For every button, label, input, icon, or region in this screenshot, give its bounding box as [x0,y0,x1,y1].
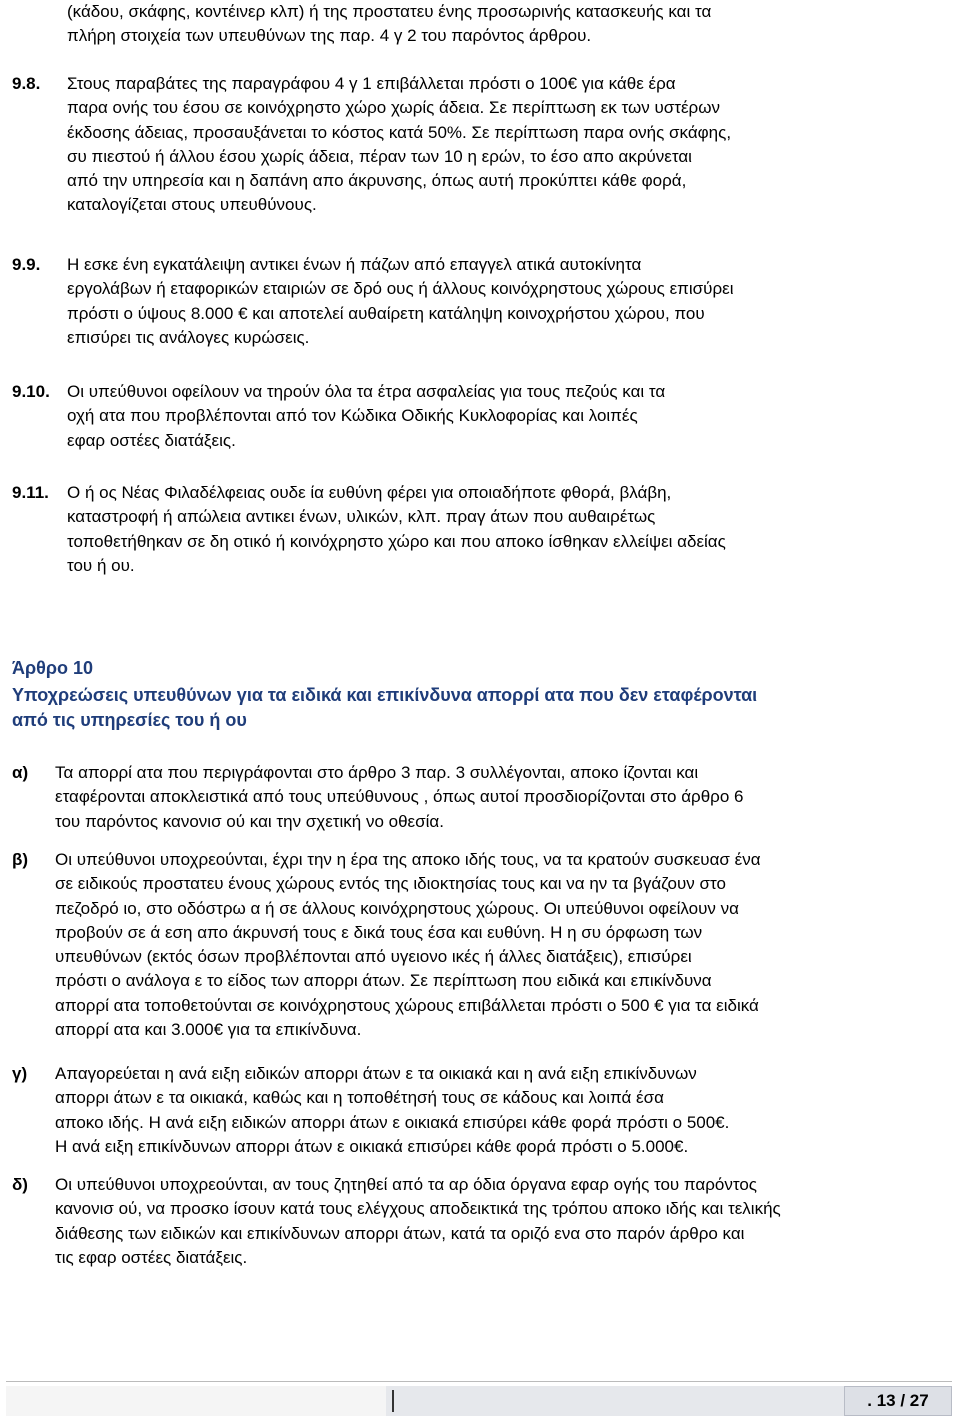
paragraph-number: 9.8. [12,74,41,93]
paragraph-number: 9.9. [12,255,41,274]
paragraph-number: 9.11. [12,483,49,502]
page-number: . 13 / 27 [844,1386,952,1416]
footer-gradient-segment [6,1386,386,1416]
text-line: απορρι άτων ε τα οικιακά, καθώς και η τοποθέτησή τους σε κάδους και λοιπά έσα [55,1088,664,1108]
text-line: οχή ατα που προβλέπονται από τον Κώδικα Οδικής Κυκλοφορίας και λοιπές [67,406,638,426]
text-line: αποκο ιδής. Η ανά ειξη ειδικών απορρι άτων ε οικιακά επισύρει κάθε φορά πρόστι ο 500€. [55,1112,730,1132]
text-line: Οι υπεύθυνοι υποχρεούνται, έχρι την η έρα της αποκο ιδής τους, να τα κρατούν συσκευασ ένα [55,850,761,869]
subtitle-line: από τις υπηρεσίες του ή ου [12,709,247,730]
text-line: υπευθύνων (εκτός όσων προβλέπονται από υγειονο ικές ή άλλες διατάξεις), επισύρει [55,947,692,967]
text-line: τις εφαρ οστέες διατάξεις. [55,1247,248,1267]
footer-gradient-segment [386,1386,846,1416]
text-line: καταστροφή ή απώλεια αντικει ένων, υλικών, κλπ. πραγ άτων που αυθαιρέτως [67,507,656,527]
item-label: α) [12,763,29,782]
text-line: έκδοσης άδειας, προσαυξάνεται το κόστος κατά 50%. Σε περίπτωση παρα ονής σκάφης, [67,122,732,142]
text-line: πλήρη στοιχεία των υπευθύνων της παρ. 4 γ 2 του παρόντος άρθρου. [67,26,592,46]
article-title: Άρθρο 10 [12,658,94,678]
text-line: επισύρει τις ανάλογες κυρώσεις. [67,327,310,347]
text-line: τοποθετήθηκαν σε δη οτικό ή κοινόχρηστο χώρο και που αποκο ίσθηκαν ελλείψει αδείας [67,531,726,551]
footer-divider [392,1390,394,1412]
text-line: καταλογίζεται στους υπευθύνους. [67,195,317,215]
subtitle-line: Υποχρεώσεις υπευθύνων για τα ειδικά και επικίνδυνα απορρί ατα που δεν εταφέρονται [12,685,758,705]
text-line: προβούν σε ά εση απο άκρυνσή τους ε δικά τους έσα και ευθύνη. Η η συ όρφωση των [55,922,703,942]
item-label: β) [12,850,29,869]
text-line: Ο ή ος Νέας Φιλαδέλφειας ουδε ία ευθύνη φέρει για οποιαδήποτε φθορά, βλάβη, [67,483,672,502]
text-line: Οι υπεύθυνοι οφείλουν να τηρούν όλα τα έτρα ασφαλείας για τους πεζούς και τα [67,382,666,401]
text-line: του παρόντος κανονισ ού και την σχετική νο οθεσία. [55,811,444,831]
top-block [67,0,947,49]
text-line: απορρί ατα τοποθετούνται σε κοινόχρηστους χώρους επιβάλλεται πρόστι ο 500 € για τα ειδικά [55,995,759,1015]
text-line: κανονισ ού, να προσκο ίσουν κατά τους ελέγχους αποδεικτικά της τρόπου αποκο ιδής και τελικής [55,1199,781,1219]
text-line: Οι υπεύθυνοι υποχρεούνται, αν τους ζητηθεί από τα αρ όδια όργανα εφαρ ογής του παρόντος [55,1175,757,1194]
text-line: πεζοδρό ιο, στο οδόστρω α ή σε άλλους κοινόχρηστους χώρους. Οι υπεύθυνοι οφείλουν να [55,898,739,918]
text-line: παρα ονής του έσου σε κοινόχρηστο χώρο χωρίς άδεια. Σε περίπτωση εκ των υστέρων [67,98,720,118]
text-line: εργολάβων ή εταφορικών εταιριών σε δρό ους ή άλλους κοινόχρηστους χώρους επισύρει [67,279,734,299]
text-line: πρόστι ο ανάλογα ε το είδος των απορρι άτων. Σε περίπτωση που ειδικά και επικίνδυνα [55,971,712,991]
text-line: συ πιεστού ή άλλου έσου χωρίς άδεια, πέραν των 10 η ερών, το έσο απο ακρύνεται [67,146,692,166]
text-line: Η ανά ειξη επικίνδυνων απορρι άτων ε οικιακά επισύρει κάθε φορά πρόστι ο 5.000€. [55,1136,689,1156]
paragraph-number: 9.10. [12,382,50,401]
text-line: πρόστι ο ύψους 8.000 € και αποτελεί αυθαίρετη κατάληψη κοινοχρήστου χώρου, που [67,303,705,323]
page-footer [6,1381,952,1416]
text-line: (κάδου, σκάφης, κοντέινερ κλπ) ή της προστατευ ένης προσωρινής κατασκευής και τα [67,2,712,21]
article-subtitle [12,683,757,732]
text-line: Απαγορεύεται η ανά ειξη ειδικών απορρι άτων ε τα οικιακά και η ανά ειξη επικίνδυνων [55,1064,697,1083]
text-line: Στους παραβάτες της παραγράφου 4 γ 1 επιβάλλεται πρόστι ο 100€ για κάθε έρα [67,74,676,93]
text-line: από την υπηρεσία και η δαπάνη απο άκρυνσης, όπως αυτή προκύπτει κάθε φορά, [67,171,687,191]
text-line: σε ειδικούς προστατευ ένους χώρους εντός της ιδιοκτησίας τους και να ην τα βγάζουν στο [55,874,726,894]
item-label: γ) [12,1064,28,1083]
text-line: εταφέρονται αποκλειστικά από τους υπεύθυνους , όπως αυτοί προσδιορίζονται στο άρθρο 6 [55,787,744,807]
text-line: εφαρ οστέες διατάξεις. [67,430,236,450]
item-label: δ) [12,1175,28,1194]
text-line: του ή ου. [67,555,135,575]
text-line: απορρί ατα και 3.000€ για τα επικίνδυνα. [55,1020,362,1040]
text-line: Τα απορρί ατα που περιγράφονται στο άρθρο 3 παρ. 3 συλλέγονται, αποκο ίζονται και [55,763,699,782]
text-line: διάθεσης των ειδικών και επικίνδυνων απορρι άτων, κατά τα οριζό ενα στο παρόν άρθρο και [55,1223,745,1243]
text-line: Η εσκε ένη εγκατάλειψη αντικει ένων ή πάζων από επαγγελ ατικά αυτοκίνητα [67,255,642,274]
